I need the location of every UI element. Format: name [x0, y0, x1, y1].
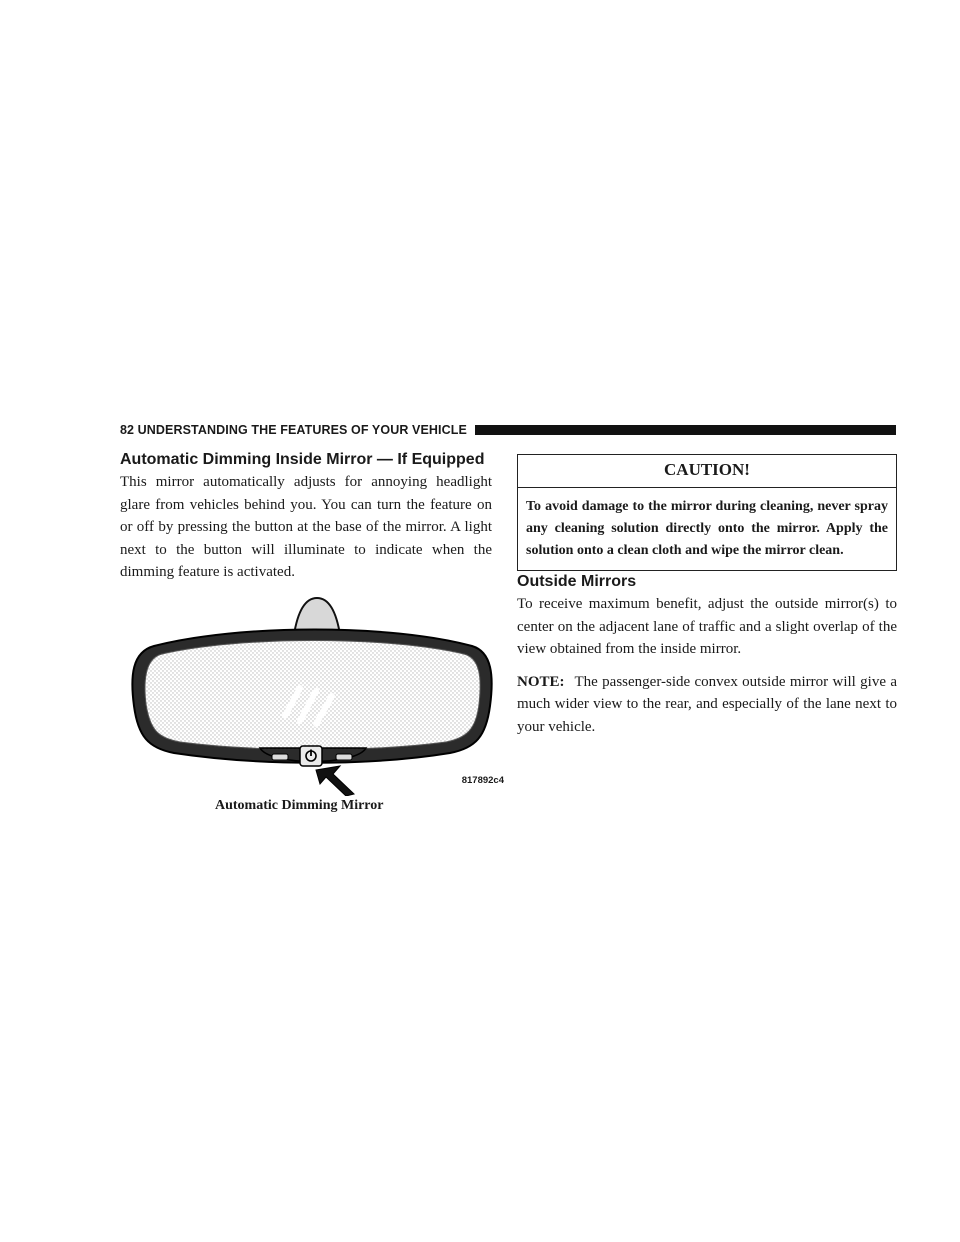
mirror-figure	[120, 596, 504, 822]
mirror-illustration	[120, 596, 504, 796]
arrow-icon	[316, 766, 354, 796]
caution-box	[517, 454, 897, 571]
page-header	[120, 422, 896, 438]
right-column	[517, 449, 897, 738]
outside-mirrors-body: To receive maximum benefit, adjust the outside mirror(s) to center on the adjacent lane of traffic and a slight overlap of the view obtained from the inside mirror.	[517, 596, 897, 657]
figure-code: 817892c4	[461, 774, 504, 786]
page-header-text: 82 UNDERSTANDING THE FEATURES OF YOUR VEHICLE	[120, 423, 467, 437]
outside-mirrors-title: Outside Mirrors	[517, 573, 637, 590]
dimming-mirror-body: This mirror automatically adjusts for annoying headlight glare from vehicles behind you. You can turn the feature on or off by pressing the button at the base of the mirror. A light next to the button will illuminate to indicate when the dimming feature is activated.	[120, 474, 492, 580]
outside-mirrors-note	[517, 671, 897, 739]
header-rule	[475, 425, 896, 435]
figure-caption: Automatic Dimming Mirror	[215, 797, 384, 813]
dimming-mirror-title: Automatic Dimming Inside Mirror — If Equipped	[120, 451, 485, 468]
power-button-icon	[300, 746, 322, 766]
note-body: The passenger-side convex outside mirror will give a much wider view to the rear, and especially of the lane next to your vehicle.	[517, 673, 897, 735]
caution-body: To avoid damage to the mirror during cleaning, never spray any cleaning solution directly onto the mirror. Apply the solution onto a clean cloth and wipe the mirror clean.	[526, 499, 888, 558]
note-label: NOTE:	[517, 673, 565, 690]
left-column	[120, 449, 504, 822]
caution-title: CAUTION!	[518, 455, 896, 488]
